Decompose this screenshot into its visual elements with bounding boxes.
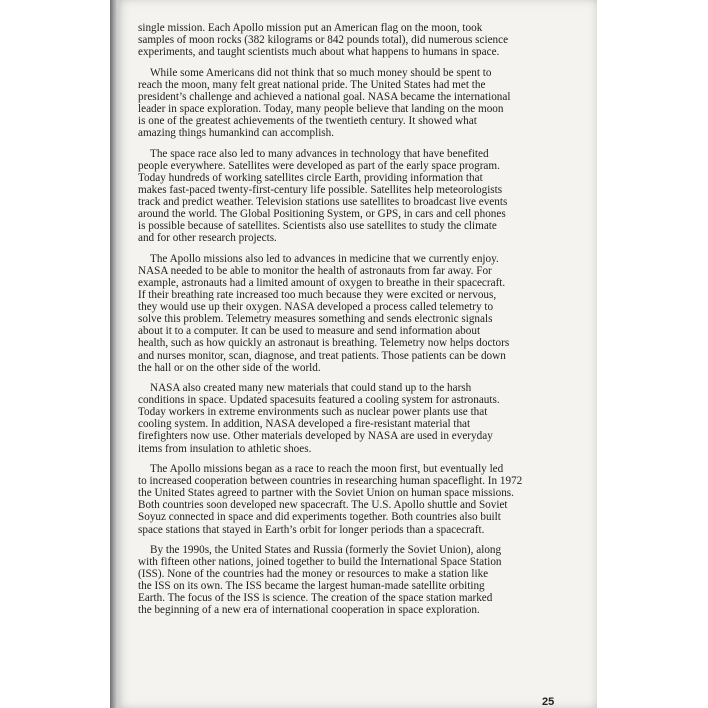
body-text [138, 22, 560, 625]
paragraph-4: The Apollo missions also led to advances in medicine that we currently enjoy. NASA needed to be able to monitor the health of astronauts from far away. For example, astronauts had a limited amount of oxygen to breathe in their spacecraft. If their breathing rate increased too much because they were excited or nervous, they would use up their oxygen. NASA developed a process called telemetry to solve this problem. Telemetry measures something and sends electronic signals about it to a computer. It can be used to measure and send information about health, such as how quickly an astronaut is breathing. Telemetry now helps doctors and nurses monitor, scan, diagnose, and treat patients. Those patients can be down the hall or on the other side of the world. [138, 252, 510, 374]
paragraph-3: The space race also led to many advances in technology that have benefited people everywhere. Satellites were developed as part of the early space program. Today hundreds of working satellites circle Earth, providing information that makes fast-paced twenty-first-century life possible. Satellites help meteorologists track and predict weather. Television stations use satellites to broadcast live events around the world. The Global Positioning System, or GPS, in cars and cell phones is possible because of satellites. Scientists also use satellites to study the climate and for other research projects. [138, 147, 508, 245]
paragraph-7: By the 1990s, the United States and Russia (formerly the Soviet Union), along with fifteen other nations, joined together to build the International Space Station (ISS). None of the countries had the money or resources to make a station like the ISS on its own. The ISS became the largest human-made satellite orbiting Earth. The focus of the ISS is science. The creation of the space station marked the beginning of a new era of international cooperation in space exploration. [138, 544, 502, 617]
paragraph-6: The Apollo missions began as a race to reach the moon first, but eventually led to increased cooperation between countries in researching human spaceflight. In 1972 the United States agreed to partner with the Soviet Union on human space missions. Both countries soon developed new spacecraft. The U.S. Apollo shuttle and Soviet Soyuz connected in space and did experiments together. Both countries also built space stations that stayed in Earth’s orbit for longer periods than a spacecraft. [138, 463, 523, 536]
book-gutter-shadow [110, 0, 122, 708]
paragraph-5: NASA also created many new materials that could stand up to the harsh conditions in space. Updated spacesuits featured a cooling system for astronauts. Today workers in extreme environments such as nuclear power plants use that cooling system. In addition, NASA developed a fire-resistant material that firefighters now use. Other materials developed by NASA are used in everyday items from insulation to athletic shoes. [138, 382, 500, 455]
paragraph-2: While some Americans did not think that so much money should be spent to reach the moon, many felt great national pride. The United States had met the president’s challenge and achieved a national goal. NASA became the international leader in space exploration. Today, many people believe that landing on the moon is one of the greatest achievements of the twentieth century. It showed what amazing things humankind can accomplish. [138, 66, 511, 140]
paragraph-1: single mission. Each Apollo mission put an American flag on the moon, took samples of moon rocks (382 kilograms or 842 pounds total), did numerous science experiments, and taught scientists much about what happens to humans in space. [138, 22, 509, 59]
page-number: 25 [542, 696, 555, 708]
